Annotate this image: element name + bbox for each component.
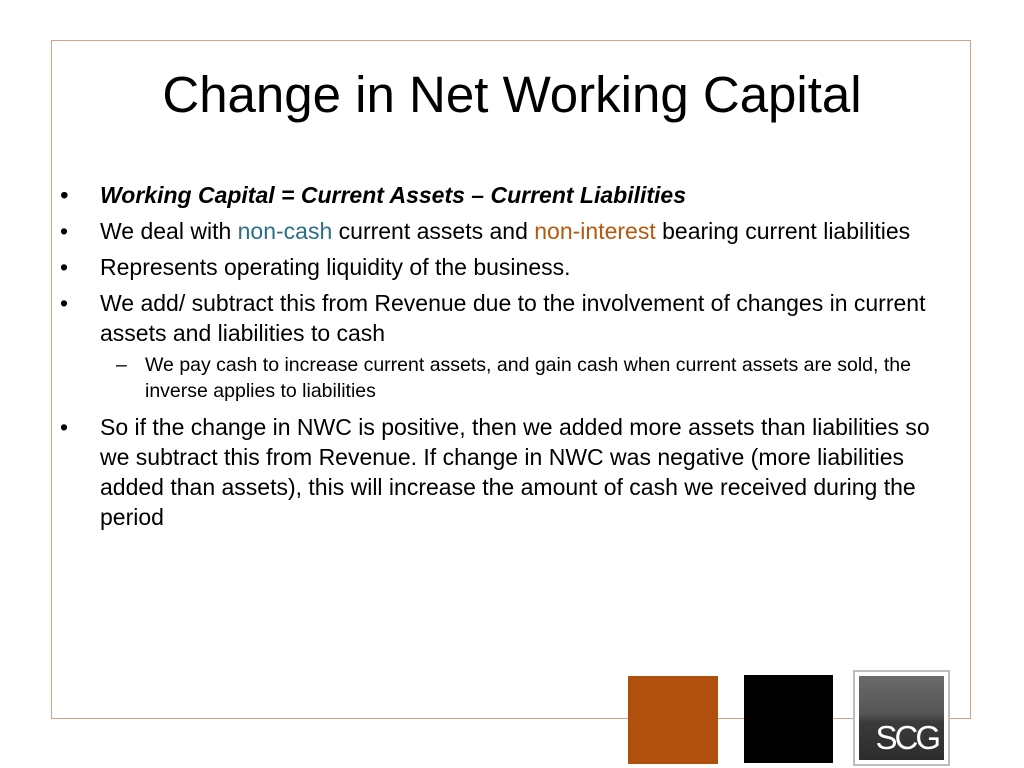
scg-logo: [853, 670, 950, 766]
bullet-text: Working Capital = Current Assets – Current Liabilities: [100, 182, 686, 208]
bullet-text: So if the change in NWC is positive, then we added more assets than liabilities so we subtract this from Revenue. If change in NWC was negative (more liabilities added than assets), this will increase the amount of cash we received during the period: [100, 414, 930, 530]
bullet-mark: •: [60, 254, 69, 280]
scg-logo-text: SCG: [875, 719, 938, 756]
bullet-liquidity: [60, 252, 950, 282]
bullet-non-cash: [60, 216, 950, 246]
highlight-non-interest: non-interest: [534, 218, 656, 244]
black-square: [744, 675, 833, 763]
highlight-non-cash: non-cash: [237, 218, 333, 244]
bullet-mark: •: [60, 182, 69, 208]
scg-logo-badge: [859, 676, 944, 760]
slide-content: [60, 180, 950, 538]
sub-bullet-mark: –: [116, 354, 127, 376]
bullet-mark: •: [60, 218, 69, 244]
bullet-text-part: current assets and: [332, 218, 535, 244]
bullet-nwc-change: [60, 412, 950, 532]
orange-square: [628, 676, 718, 764]
bullet-text: We add/ subtract this from Revenue due to the involvement of changes in current assets and liabilities to cash: [100, 290, 926, 346]
bullet-add-subtract: [60, 288, 950, 348]
bullet-text-part: bearing current liabilities: [655, 218, 911, 244]
slide-title: Change in Net Working Capital: [162, 66, 862, 123]
bullet-text-part: We deal with: [100, 218, 238, 244]
bullet-working-capital: [60, 180, 950, 210]
bullet-mark: •: [60, 414, 69, 440]
sub-bullet-text: We pay cash to increase current assets, and gain cash when current assets are sold, the inverse applies to liabilities: [145, 354, 911, 402]
bullet-text: Represents operating liquidity of the business.: [100, 254, 571, 280]
bullet-mark: •: [60, 290, 69, 316]
sub-bullet-cash: [60, 352, 950, 404]
